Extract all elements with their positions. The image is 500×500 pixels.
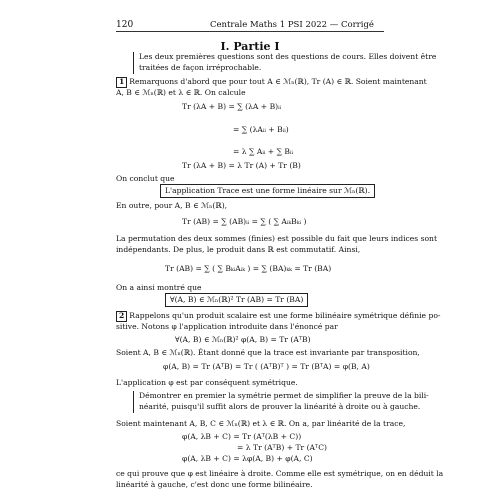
- linearity-eq: φ(A, λB + C) = λφ(A, B) + φ(A, C): [182, 454, 313, 463]
- phi-definition-eq: ∀(A, B) ∈ ℳₙ(ℝ)² φ(A, B) = Tr (AᵀB): [175, 335, 311, 344]
- q2-line: 2 Rappelons qu'un produit scalaire est une forme bilinéaire symétrique définie po-: [116, 311, 386, 322]
- intro-note-line: Les deux premières questions sont des questions de cours. Elles doivent être: [139, 52, 437, 61]
- trace-commute-eq: Tr (AB) = ∑ ( ∑ BₖᵢAᵢₖ ) = ∑ (BA)ₖₖ = Tr (BA): [165, 264, 332, 273]
- trace-commute-box: ∀(A, B) ∈ ℳₙ(ℝ)² Tr (AB) = Tr (BA): [165, 293, 308, 307]
- running-header: Centrale Maths 1 PSI 2022 — Corrigé: [210, 20, 374, 30]
- symmetry-line: Soient A, B ∈ ℳₙ(ℝ). Étant donné que la trace est invariante par transposition,: [116, 348, 420, 357]
- note-line: Démontrer en premier la symétrie permet de simplifier la preuve de la bili-: [139, 391, 429, 400]
- shown-line: On a ainsi montré que: [116, 283, 202, 292]
- trace-linearity-eq: Tr (λA + B) = ∑ (λA + B)ᵢᵢ: [182, 102, 282, 111]
- final-line: ce qui prouve que φ est linéaire à droite. Comme elle est symétrique, on en déduit la: [116, 469, 444, 478]
- q1-line: A, B ∈ ℳₙ(ℝ) et λ ∈ ℝ. On calcule: [116, 88, 246, 97]
- trace-linearity-eq: = ∑ (λAᵢᵢ + Bᵢᵢ): [233, 125, 289, 134]
- q2-line: sitive. Notons φ l'application introduite dans l'énoncé par: [116, 322, 338, 331]
- symmetry-eq: φ(A, B) = Tr (AᵀB) = Tr ( (AᵀB)ᵀ ) = Tr (BᵀA) = φ(B, A): [163, 362, 370, 371]
- permutation-line: indépendants. De plus, le produit dans ℝ est commutatif. Ainsi,: [116, 245, 361, 254]
- linearity-line: Soient maintenant A, B, C ∈ ℳₙ(ℝ) et λ ∈ ℝ. On a, par linéarité de la trace,: [116, 419, 406, 428]
- question-number: 2: [116, 311, 127, 322]
- q1-line: En outre, pour A, B ∈ ℳₙ(ℝ),: [116, 201, 228, 210]
- trace-linearity-eq: Tr (λA + B) = λ Tr (A) + Tr (B): [182, 161, 301, 170]
- trace-product-eq: Tr (AB) = ∑ (AB)ᵢᵢ = ∑ ( ∑ AᵢₖBₖᵢ ): [182, 217, 307, 226]
- final-line: linéarité à gauche, c'est donc une forme bilinéaire.: [116, 480, 313, 489]
- intro-note-line: traitées de façon irréprochable.: [139, 63, 262, 72]
- part-heading: I. Partie I: [220, 40, 280, 53]
- question-number: 1: [116, 77, 127, 88]
- page-number: 120: [116, 20, 134, 30]
- linearity-eq: = λ Tr (AᵀB) + Tr (AᵀC): [237, 443, 327, 452]
- trace-linearity-eq: = λ ∑ Aᵢᵢ + ∑ Bᵢᵢ: [233, 147, 294, 156]
- conclude-line: On conclut que: [116, 174, 175, 183]
- symmetry-conclusion: L'application φ est par conséquent symétrique.: [116, 378, 298, 387]
- q1-line: 1 Remarquons d'abord que pour tout A ∈ ℳₙ(ℝ), Tr (A) ∈ ℝ. Soient maintenant: [116, 77, 386, 88]
- intro-note-bar: [133, 52, 134, 74]
- note-line: néarité, puisqu'il suffit alors de prouver la linéarité à droite ou à gauche.: [139, 402, 421, 411]
- header-rule: [116, 31, 384, 32]
- note-bar: [133, 391, 134, 413]
- permutation-line: La permutation des deux sommes (finies) est possible du fait que leurs indices sont: [116, 234, 437, 243]
- trace-linear-box: L'application Trace est une forme linéaire sur ℳₙ(ℝ).: [160, 184, 375, 198]
- linearity-eq: φ(A, λB + C) = Tr (Aᵀ(λB + C)): [182, 432, 302, 441]
